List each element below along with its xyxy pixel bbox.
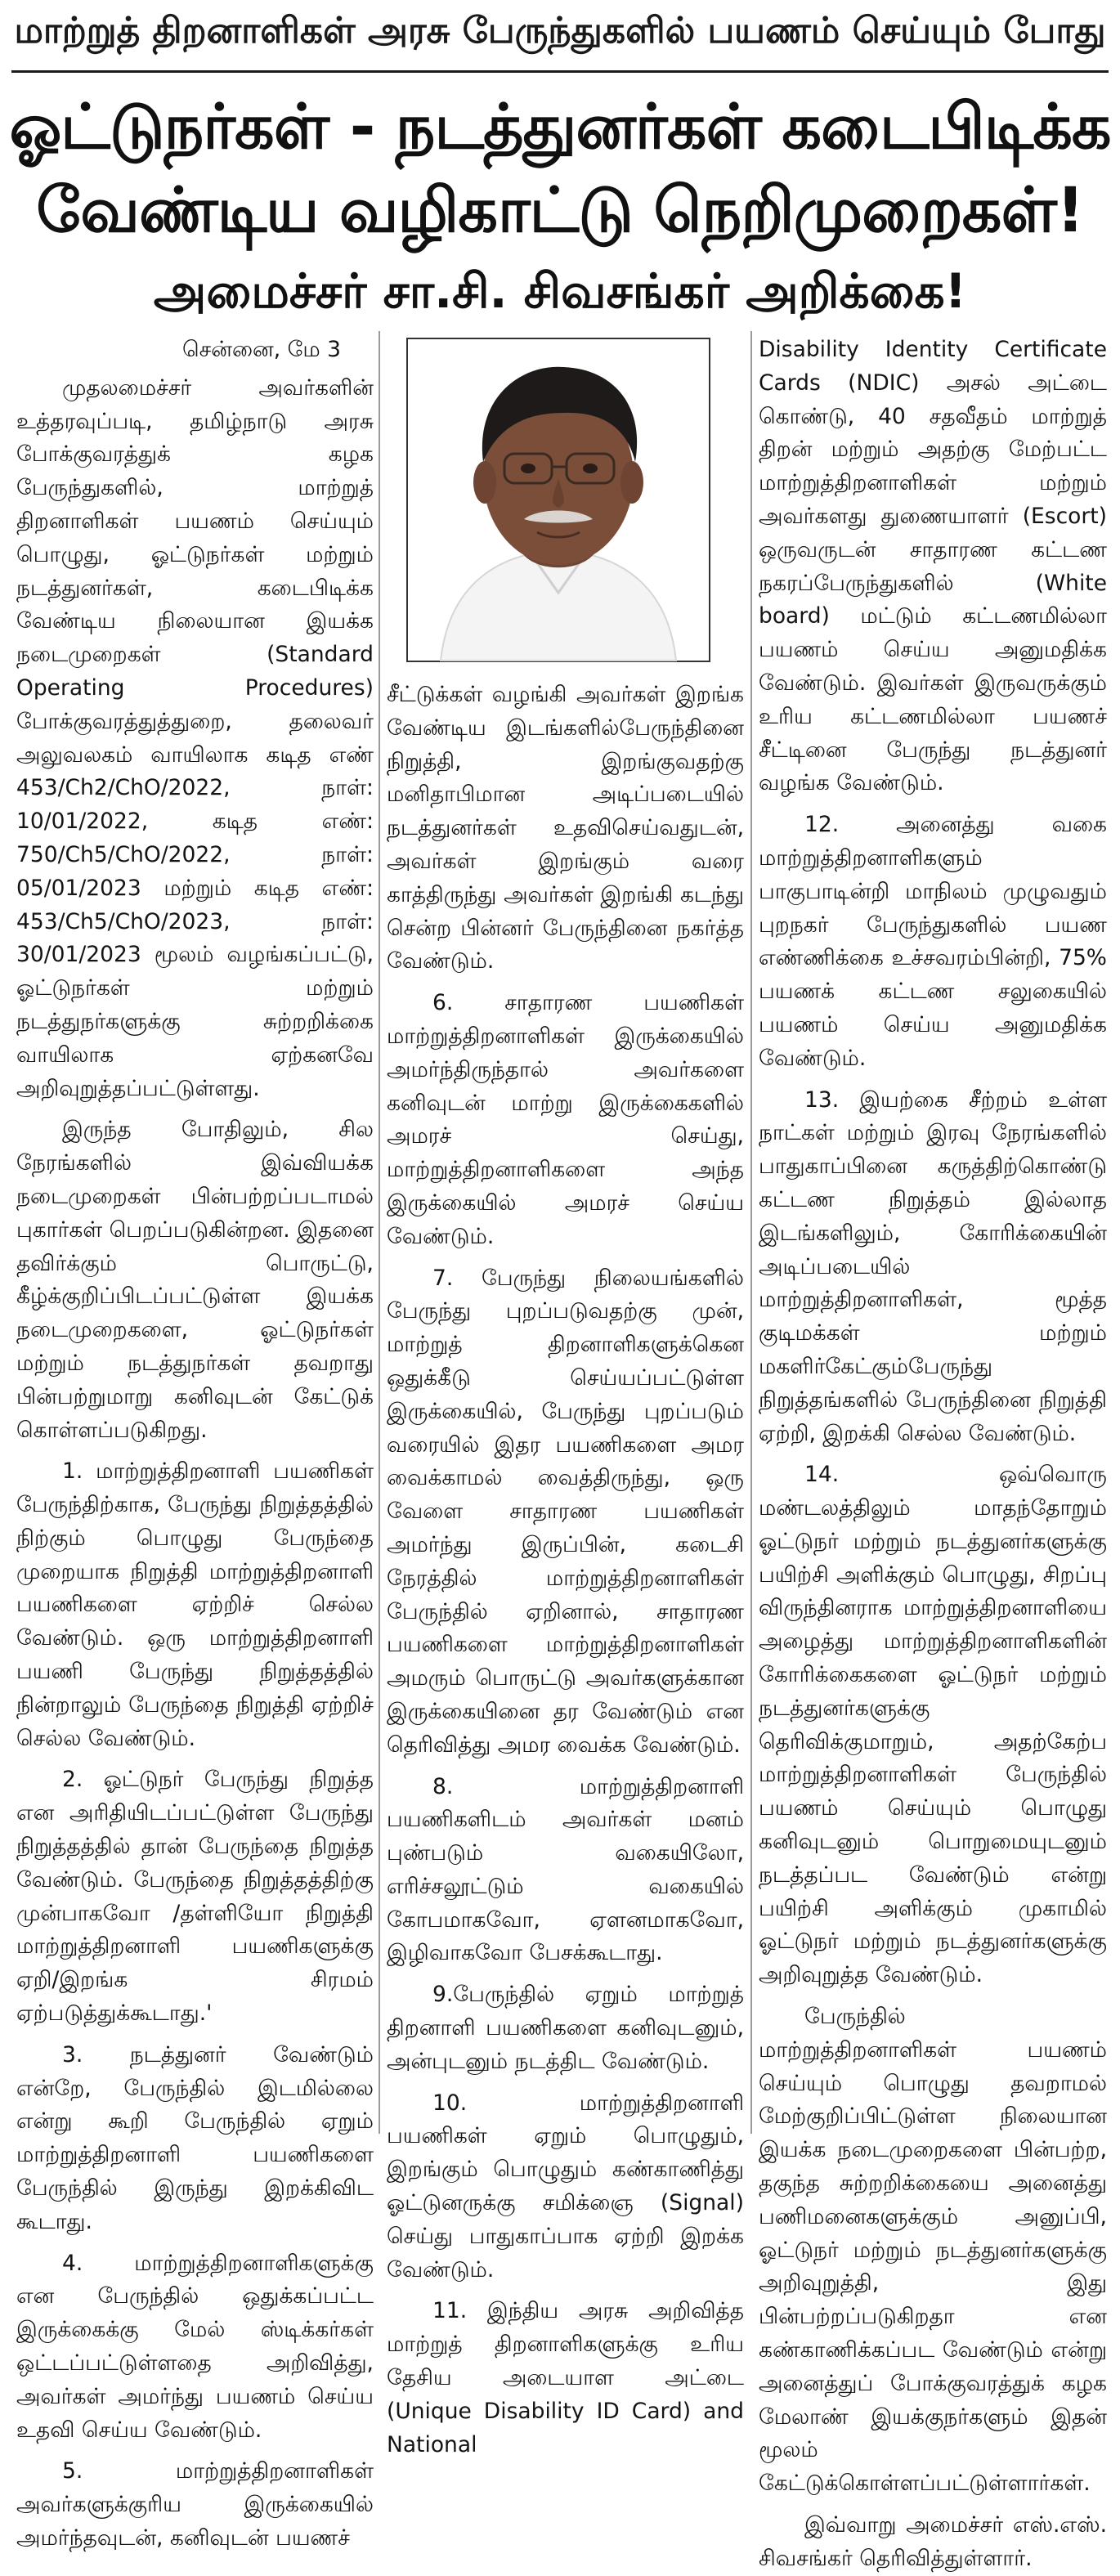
paragraph: Disability Identity Certificate Cards (NDIC) அசல் அட்டை கொண்டு, 40 சதவீதம் மாற்றுத் திறன் மற்றும் அதற்கு மேற்பட்ட மாற்றுத்திறனாளிகள் மற்றும் அவர்களது துணையாளர் (Escort) ஒருவருடன் சாதாரண கட்டண நகரப்பேருந்துகளில் (White board) மட்டும் கட்டணமில்லா பயணம் செய்ய அனுமதிக்க வேண்டும். இவர்கள் இருவருக்கும் உரிய கட்டணமில்லா பயணச் சீட்டினை பேருந்து நடத்துனர் வழங்க வேண்டும். <box>759 337 1107 796</box>
headline-line-1: ஓட்டுநர்கள் - நடத்துனர்கள் கடைபிடிக்க <box>9 90 1111 163</box>
paragraph: சீட்டுக்கள் வழங்கி அவர்கள் இறங்க வேண்டிய இடங்களில்பேருந்தினை நிறுத்தி, இறங்குவதற்கு மனிதாபிமான அடிப்படையில் நடத்துனர்கள் உதவிசெய்வதுடன், அவர்கள் இறங்கும் வரை காத்திருந்து அவர்கள் இறங்கி கடந்து சென்ற பின்னர் பேருந்தினை நகர்த்த வேண்டும். <box>387 682 744 974</box>
headline-line-2: வேண்டிய வழிகாட்டு நெறிமுறைகள்! <box>36 173 1084 246</box>
paragraph: 1. மாற்றுத்திறனாளி பயணிகள் பேருந்திற்காக, பேருந்து நிறுத்தத்தில் நிற்கும் பொழுது பேருந்தை முறையாக நிறுத்தி மாற்றுத்திறனாளி பயணிகளை ஏற்றிச் செல்ல வேண்டும். ஒரு மாற்றுத்திறனாளி பயணி பேருந்து நிறுத்தத்தில் நின்றாலும் பேருந்தை நிறுத்தி ஏற்றிச் செல்ல வேண்டும். <box>16 1458 374 1751</box>
paragraph: 3. நடத்துனர் வேண்டும் என்றே, பேருந்தில் இடமில்லை என்று கூறி பேருந்தில் ஏறும் மாற்றுத்திறனாளி பயணிகளை பேருந்தில் இருந்து இறக்கிவிட கூடாது. <box>16 2041 374 2234</box>
kicker-headline: மாற்றுத் திறனாளிகள் அரசு பேருந்துகளில் பயணம் செய்யும் போது <box>14 10 1106 52</box>
paragraph: 10. மாற்றுத்திறனாளி பயணிகள் ஏறும் பொழுதும், இறங்கும் பொழுதும் கண்காணித்து ஓட்டுனருக்கு சமிக்ஞை (Signal) செய்து பாதுகாப்பாக ஏற்றி இறக்க வேண்டும். <box>387 2090 744 2283</box>
divider <box>11 70 1109 73</box>
paragraph: 7. பேருந்து நிலையங்களில் பேருந்து புறப்படுவதற்கு முன், மாற்றுத் திறனாளிகளுக்கென ஒதுக்கீடு செய்யப்பட்டுள்ள இருக்கையில், பேருந்து புறப்படும் வரையில் இதர பயணிகளை அமர வைக்காமல் வைத்திருந்து, ஒரு வேளை சாதாரண பயணிகள் அமர்ந்து இருப்பின், கடைசி நேரத்தில் மாற்றுத்திறனாளிகள் பேருந்தில் ஏறினால், சாதாரண பயணிகளை மாற்றுத்திறனாளிகள் அமரும் பொருட்டு அவர்களுக்கான இருக்கையினை தர வேண்டும் என தெரிவித்து அமர வைக்க வேண்டும். <box>387 1265 744 1758</box>
dateline: சென்னை, மே 3 <box>181 337 341 362</box>
paragraph: 8. மாற்றுத்திறனாளி பயணிகளிடம் அவர்கள் மனம் புண்படும் வகையிலோ, எரிச்சலூட்டும் வகையில் கோபமாகவோ, ஏளனமாகவோ, இழிவாகவோ பேசக்கூடாது. <box>387 1773 744 1966</box>
main-headline <box>0 85 1120 252</box>
paragraph: 9.பேருந்தில் ஏறும் மாற்றுத் திறனாளி பயணிகளை கனிவுடனும், அன்புடனும் நடத்திட வேண்டும். <box>387 1982 744 2074</box>
article-column-2 <box>387 679 744 2457</box>
paragraph: இருந்த போதிலும், சில நேரங்களில் இவ்வியக்க நடைமுறைகள் பின்பற்றப்படாமல் புகார்கள் பெறப்படுகின்றன. இதனை தவிர்க்கும் பொருட்டு, கீழ்க்குறிப்பிடப்பட்டுள்ள இயக்க நடைமுறைகளை, ஓட்டுநர்கள் மற்றும் நடத்துநர்கள் தவறாது பின்பற்றுமாறு கனிவுடன் கேட்டுக் கொள்ளப்படுகிறது. <box>16 1117 374 1443</box>
article-column-1 <box>16 334 374 2551</box>
subheadline: அமைச்சர் சா.சி. சிவசங்கர் அறிக்கை! <box>153 263 967 319</box>
paragraph: 2. ஓட்டுநர் பேருந்து நிறுத்த என அரிதியிடப்பட்டுள்ள பேருந்து நிறுத்தத்தில் தான் பேருந்தை நிறுத்த வேண்டும். பேருந்தை நிறுத்தத்திற்கு முன்பாகவோ /தள்ளியோ நிறுத்தி மாற்றுத்திறனாளி பயணிகளுக்கு ஏறி/இறங்க சிரமம் ஏற்படுத்துக்கூடாது.' <box>16 1767 374 2027</box>
column-divider <box>750 331 752 2134</box>
paragraph: 11. இந்திய அரசு அறிவித்த மாற்றுத் திறனாளிகளுக்கு உரிய தேசிய அடையாள அட்டை (Unique Disability ID Card) and National <box>387 2298 744 2457</box>
minister-photo <box>406 338 710 662</box>
paragraph: முதலமைச்சர் அவர்களின் உத்தரவுப்படி, தமிழ்நாடு அரசு போக்குவரத்துக் கழக பேருந்துகளில், மாற்றுத் திறனாளிகள் பயணம் செய்யும் பொழுது, ஓட்டுநர்கள் மற்றும் நடத்துனர்கள், கடைபிடிக்க வேண்டிய நிலையான இயக்க நடைமுறைகள் (Standard Operating Procedures) போக்குவரத்துத்துறை, தலைவர் அலுவலகம் வாயிலாக கடித எண் 453/Ch2/ChO/2022, நாள்: 10/01/2022, கடித எண்: 750/Ch5/ChO/2022, நாள்: 05/01/2023 மற்றும் கடித எண்: 453/Ch5/ChO/2023, நாள்: 30/01/2023 மூலம் வழங்கப்பட்டு, ஓட்டுநர்கள் மற்றும் நடத்துநர்களுக்கு சுற்றறிக்கை வாயிலாக ஏற்கனவே அறிவுறுத்தப்பட்டுள்ளது. <box>16 374 374 1101</box>
paragraph: 14. ஒவ்வொரு மண்டலத்திலும் மாதந்தோறும் ஓட்டுநர் மற்றும் நடத்துனர்களுக்கு பயிற்சி அளிக்கும் பொழுது, சிறப்பு விருந்தினராக மாற்றுத்திறனாளியை அழைத்து மாற்றுத்திறனாளிகளின் கோரிக்கைகளை ஓட்டுநர் மற்றும் நடத்துனர்களுக்கு தெரிவிக்குமாறும், அதற்கேற்ப மாற்றுத்திறனாளிகள் பேருந்தில் பயணம் செய்யும் பொழுது கனிவுடனும் பொறுமையுடனும் நடத்தப்பட வேண்டும் என்று பயிற்சி அளிக்கும் முகாமில் ஓட்டுநர் மற்றும் நடத்துனர்களுக்கு அறிவுறுத்த வேண்டும். <box>759 1462 1107 1988</box>
column-divider <box>379 331 380 2134</box>
paragraph: 5. மாற்றுத்திறனாளிகள் அவர்களுக்குரிய இருக்கையில் அமர்ந்தவுடன், கனிவுடன் பயணச் <box>16 2458 374 2551</box>
paragraph: பேருந்தில் மாற்றுத்திறனாளிகள் பயணம் செய்யும் பொழுது தவறாமல் மேற்குறிப்பிட்டுள்ள நிலையான இயக்க நடைமுறைகளை பின்பற்ற, தகுந்த சுற்றறிக்கையை அனைத்து பணிமனைகளுக்கும் அனுப்பி, ஓட்டுநர் மற்றும் நடத்துனர்களுக்கு அறிவுறுத்தி, இது பின்பற்றப்படுகிறதா என கண்காணிக்கப்பட வேண்டும் என்று அனைத்துப் போக்குவரத்துக் கழக மேலாண் இயக்குநர்களும் இதன் மூலம் கேட்டுக்கொள்ளப்பட்டுள்ளார்கள். <box>759 2004 1107 2497</box>
paragraph: 12. அனைத்து வகை மாற்றுத்திறனாளிகளும் பாகுபாடின்றி மாநிலம் முழுவதும் புறநகர் பேருந்துகளில் பயண எண்ணிக்கை உச்சவரம்பின்றி, 75% பயணக் கட்டண சலுகையில் பயணம் செய்ய அனுமதிக்க வேண்டும். <box>759 812 1107 1071</box>
article-column-3 <box>759 334 1107 2571</box>
portrait-image <box>408 339 709 661</box>
paragraph: இவ்வாறு அமைச்சர் எஸ்.எஸ். சிவசங்கர் தெரிவித்துள்ளார். <box>759 2512 1107 2571</box>
paragraph: 6. சாதாரண பயணிகள் மாற்றுத்திறனாளிகள் இருக்கையில் அமர்ந்திருந்தால் அவர்களை கனிவுடன் மாற்று இருக்கைகளில் அமரச் செய்து, மாற்றுத்திறனாளிகளை அந்த இருக்கையில் அமரச் செய்ய வேண்டும். <box>387 990 744 1249</box>
paragraph: 4. மாற்றுத்திறனாளிகளுக்கு என பேருந்தில் ஒதுக்கப்பட்ட இருக்கைக்கு மேல் ஸ்டிக்கர்கள் ஒட்டப்பட்டுள்ளதை அறிவித்து, அவர்கள் அமர்ந்து பயணம் செய்ய உதவி செய்ய வேண்டும். <box>16 2250 374 2443</box>
paragraph: 13. இயற்கை சீற்றம் உள்ள நாட்கள் மற்றும் இரவு நேரங்களில் பாதுகாப்பினை கருத்திற்கொண்டு கட்டண நிறுத்தம் இல்லாத இடங்களிலும், கோரிக்கையின் அடிப்படையில் மாற்றுத்திறனாளிகள், மூத்த குடிமக்கள் மற்றும் மகளிர்கேட்கும்பேருந்து நிறுத்தங்களில் பேருந்தினை நிறுத்தி ஏற்றி, இறக்கி செல்ல வேண்டும். <box>759 1086 1107 1446</box>
